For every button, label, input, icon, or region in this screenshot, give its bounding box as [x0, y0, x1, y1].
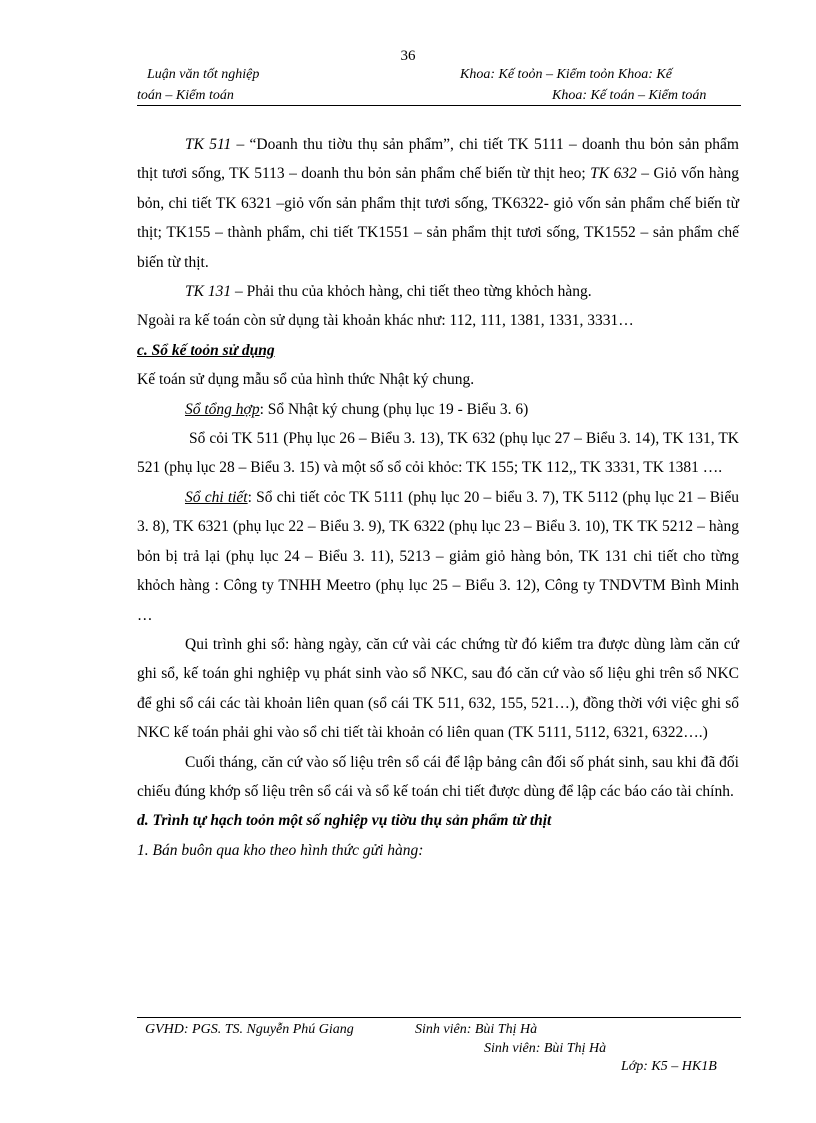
paragraph-detail-books [137, 483, 739, 630]
paragraph-text: : Sổ Nhật ký chung (phụ lục 19 - Biểu 3. 6) [259, 400, 529, 418]
paragraph-text: : Sổ chi tiết cỏc TK 5111 (phụ lục 20 – biểu 3. 7), TK 5112 (phụ lục 21 – Biểu 3. 8), TK 6321 (phụ lục 22 – Biểu 3. 9), TK 6322 (phụ lục 23 – Biểu 3. 10), TK TK 5212 – hàng bỏn bị trả lại (phụ lục 24 – Biểu 3. 11), 5213 – giảm giỏ hàng bỏn, TK 131 chi tiết cho từng khỏch hàng : Công ty TNHH Meetro (phụ lục 25 – Biểu 3. 12), Công ty TNDVTM Bình Minh … [137, 488, 739, 624]
paragraph-text: – “Doanh thu tiờu thụ sản phẩm”, chi tiết TK 5111 – doanh thu bỏn sản phẩm thịt tươi sống, TK 5113 – doanh thu bỏn sản phẩm chế biến từ thịt heo; [137, 136, 739, 183]
paragraph-other-accounts: Ngoài ra kế toán còn sử dụng tài khoản khác như: 112, 111, 1381, 1331, 3331… [137, 312, 634, 330]
header-divider [137, 105, 741, 106]
paragraph-text: – Phải thu của khỏch hàng, chi tiết theo từng khỏch hàng. [231, 283, 592, 301]
account-label-tk131: TK 131 [185, 283, 232, 301]
paragraph-text: – Giỏ vốn hàng bỏn, chi tiết TK 6321 –giỏ vốn sản phẩm thịt tươi sống, TK6322- giỏ vốn sản phẩm chế biến từ thịt; TK155 – thành phẩm, chi tiết TK1551 – sản phẩm thịt tươi sống, TK1552 – sản phẩm chế biến từ thịt. [137, 165, 739, 271]
footer-class: Lớp: K5 – HK1B [621, 1059, 717, 1074]
footer-student-repeat: Sinh viên: Bùi Thị Hà [484, 1041, 607, 1056]
paragraph-general-ledger [137, 395, 739, 424]
footer-divider [137, 1017, 741, 1018]
label-detail-books: Sổ chi tiết [185, 488, 248, 506]
paragraph-form: Kế toán sử dụng mẫu sổ của hình thức Nhật ký chung. [137, 371, 475, 389]
document-body [137, 130, 739, 865]
header-thesis-title-cont: toán – Kiểm toán [137, 88, 234, 103]
paragraph-procedure: Qui trình ghi sổ: hàng ngày, căn cứ vài các chứng từ đó kiểm tra được dùng làm căn cứ ghi sổ, kế toán ghi nghiệp vụ phát sinh vào sổ NKC, sau đó căn cứ vào số liệu ghi trên sổ NKC để ghi sổ cái các tài khoản liên quan (sổ cái TK 511, 632, 155, 521…), đồng thời với việc ghi sổ NKC kế toán phải ghi vào sổ chi tiết tài khoản có liên quan (TK 5111, 5112, 6321, 6322….) [137, 635, 739, 742]
label-general-ledger: Sổ tổng hợp [185, 400, 260, 418]
subsection-item-1: 1. Bán buôn qua kho theo hình thức gửi hàng: [137, 841, 424, 859]
paragraph-ledgers: Sổ cỏi TK 511 (Phụ lục 26 – Biểu 3. 13), TK 632 (phụ lục 27 – Biểu 3. 14), TK 131, TK 521 (phụ lục 28 – Biểu 3. 15) và một số sổ cỏi khỏc: TK 155; TK 112,, TK 3331, TK 1381 …. [137, 430, 739, 477]
header-faculty: Khoa: Kế toỏn – Kiểm toỏn Khoa: Kế [460, 67, 672, 82]
section-heading-d: d. Trình tự hạch toỏn một số nghiệp vụ tiờu thụ sản phẩm từ thịt [137, 812, 552, 830]
paragraph-tk131 [137, 277, 739, 306]
header-thesis-title: Luận văn tốt nghiệp [147, 67, 260, 82]
footer-student: Sinh viên: Bùi Thị Hà [415, 1022, 538, 1037]
section-heading-c: c. Sổ kế toỏn sử dụng [137, 341, 275, 359]
header-faculty-repeat: Khoa: Kế toán – Kiểm toán [552, 88, 707, 103]
paragraph-month-end: Cuối tháng, căn cứ vào số liệu trên sổ cái để lập bảng cân đối số phát sinh, sau khi đã đối chiếu đúng khớp số liệu trên sổ cái và sổ kế toán chi tiết được dùng để lập các báo cáo tài chính. [137, 753, 739, 800]
footer-advisor: GVHD: PGS. TS. Nguyễn Phú Giang [145, 1022, 354, 1037]
page-number: 36 [400, 48, 416, 64]
paragraph-tk511 [137, 130, 739, 277]
account-label-tk632: TK 632 [590, 165, 637, 183]
account-label-tk511: TK 511 [185, 136, 232, 153]
